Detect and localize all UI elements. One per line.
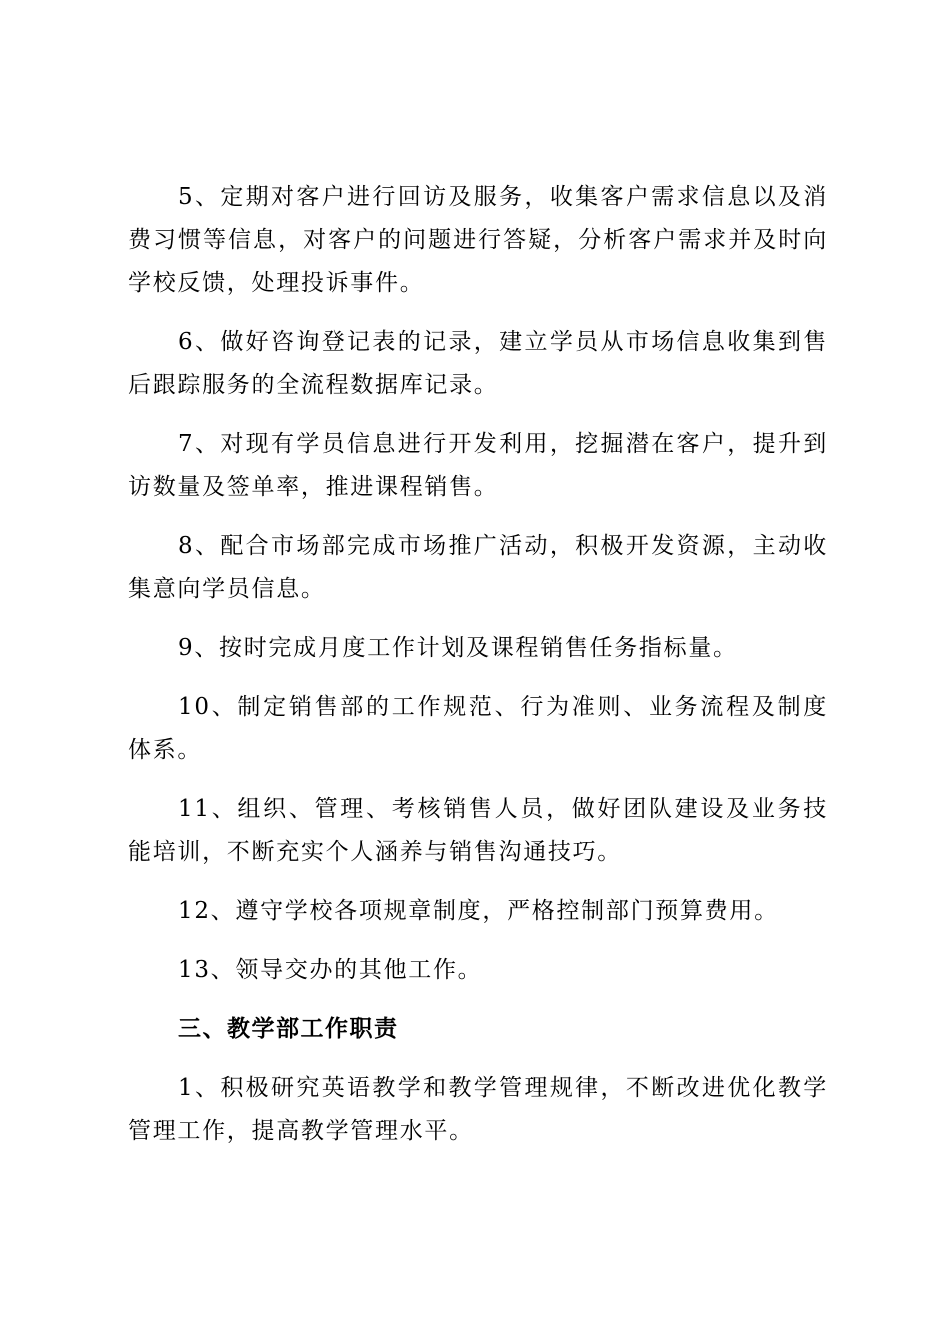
paragraph-item-6: 6、做好咨询登记表的记录，建立学员从市场信息收集到售后跟踪服务的全流程数据库记录。 [128, 329, 828, 398]
section-paragraph-1: 1、积极研究英语教学和教学管理规律，不断改进优化教学管理工作，提高教学管理水平。 [128, 1075, 828, 1144]
paragraph-item-8: 8、配合市场部完成市场推广活动，积极开发资源，主动收集意向学员信息。 [128, 533, 828, 602]
paragraph-item-10: 10、制定销售部的工作规范、行为准则、业务流程及制度体系。 [128, 694, 828, 763]
paragraph-item-13: 13、领导交办的其他工作。 [178, 957, 483, 983]
document-body [128, 176, 828, 1169]
section-heading: 三、教学部工作职责 [178, 1016, 399, 1042]
paragraph-item-11: 11、组织、管理、考核销售人员，做好团队建设及业务技能培训，不断充实个人涵养与销售沟通技巧。 [128, 796, 828, 865]
paragraph-item-5: 5、定期对客户进行回访及服务，收集客户需求信息以及消费习惯等信息，对客户的问题进行答疑，分析客户需求并及时向学校反馈，处理投诉事件。 [128, 184, 828, 296]
paragraph-item-7: 7、对现有学员信息进行开发利用，挖掘潜在客户，提升到访数量及签单率，推进课程销售。 [128, 431, 828, 500]
paragraph-item-12: 12、遵守学校各项规章制度，严格控制部门预算费用。 [178, 898, 779, 924]
paragraph-item-9: 9、按时完成月度工作计划及课程销售任务指标量。 [178, 635, 738, 661]
